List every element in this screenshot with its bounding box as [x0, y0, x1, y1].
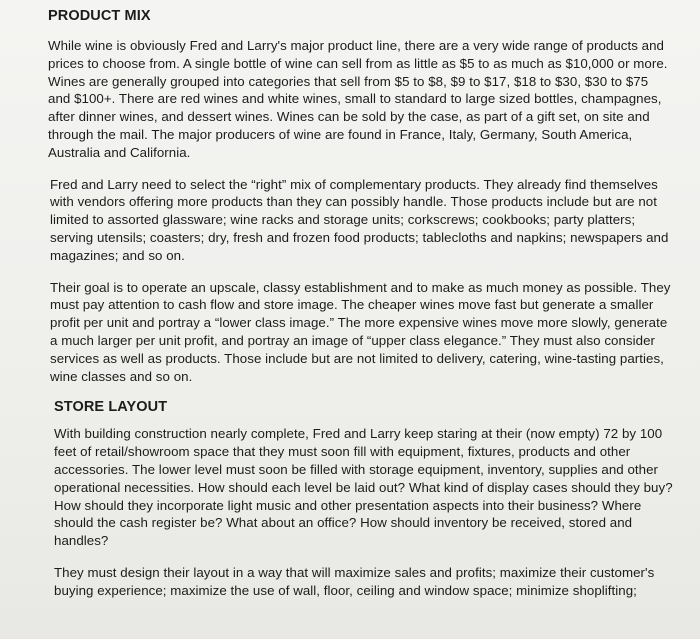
paragraph-goal: Their goal is to operate an upscale, classy establishment and to make as much money as possible. They must pay attention to cash flow and store image. The cheaper wines move fast but generate a smaller profit per unit and portray a “lower class image.” The more expensive wines move more slowly, generate a much larger per unit profit, and portray an image of “upper class elegance.” They must also consider services as well as products. Those include but are not limited to delivery, catering, wine-tasting parties, wine classes and so on. [50, 279, 671, 384]
paragraph-wine-overview: While wine is obviously Fred and Larry's major product line, there are a very wide range of products and prices to choose from. A single bottle of wine can sell from as little as $5 to as much as $10,000 or more. Wines are generally grouped into categories that sell from $5 to $8, $9 to $17, $18 to $30, $30 to $75 and $100+. There are red wines and white wines, small to standard to large sized bottles, champagnes, after dinner wines, and dessert wines. Wines can be sold by the case, as part of a gift set, on site and through the mail. The major producers of wine are found in France, Italy, Germany, South America, Australia and California. [48, 38, 668, 160]
document-body [48, 8, 673, 614]
heading-store-layout: STORE LAYOUT [54, 399, 168, 416]
paragraph-complementary-products: Fred and Larry need to select the “right” mix of complementary products. They already find themselves with vendors offering more products than they can possibly handle. Those products include but are not limited to assorted glassware; wine racks and storage units; corkscrews; cookbooks; party platters; serving utensils; coasters; dry, fresh and frozen food products; tablecloths and napkins; newspapers and magazines; and so on. [50, 176, 669, 263]
paragraph-layout-design: They must design their layout in a way that will maximize sales and profits; maximize their customer's buying experience; maximize the use of wall, floor, ceiling and window space; minimize shoplifting; [54, 564, 655, 598]
page-cutoff-fade [0, 625, 700, 639]
paragraph-construction: With building construction nearly complete, Fred and Larry keep staring at their (now empty) 72 by 100 feet of retail/showroom space that they must soon fill with equipment, fixtures, products and other accessories. The lower level must soon be filled with storage equipment, inventory, supplies and other operational necessities. How should each level be laid out? What kind of display cases should they buy? How should they incorporate light music and other presentation aspects into their business? Where should the cash register be? What about an office? How should inventory be received, stored and handles? [54, 426, 673, 549]
heading-product-mix: PRODUCT MIX [48, 8, 151, 24]
